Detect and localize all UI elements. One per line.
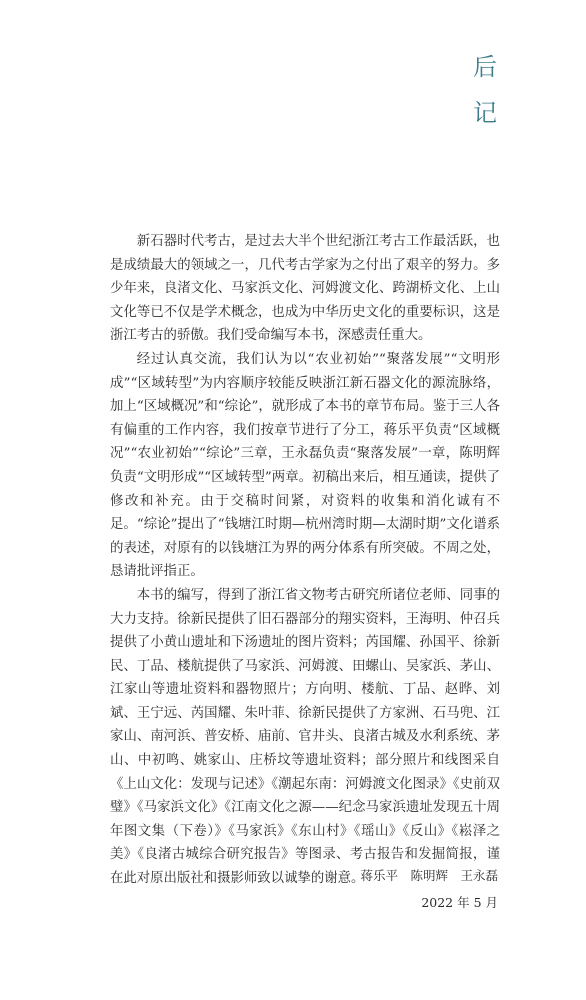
title-char-1: 后 (473, 53, 497, 81)
page-title (472, 44, 498, 136)
paragraph: 经过认真交流，我们认为以“农业初始”“聚落发展”“文明形成”“区域转型”为内容顺序较能反映浙江新石器文化的源流脉络，加上“区域概况”和“综论”，就形成了本书的章节布局。鉴于三人各有偏重的工作内容，我们按章节进行了分工，蒋乐平负责“区域概况”“农业初始”“综论”三章，王永磊负责“聚落发展”一章，陈明辉负责“文明形成”“区域转型”两章。初稿出来后，相互通读，提供了修改和补充。由于交稿时间紧，对资料的收集和消化诚有不足。“综论”提出了“钱塘江时期—杭州湾时期—太湖时期”文化谱系的表述，对原有的以钱塘江为界的两分体系有所突破。不周之处，恳请批评指正。 (110, 351, 500, 580)
author-names: 蒋乐平 陈明辉 王永磊 (360, 868, 498, 883)
signature-date: 2022 年 5 月 (421, 895, 498, 910)
title-char-2: 记 (473, 99, 497, 127)
paragraph: 本书的编写，得到了浙江省文物考古研究所诸位老师、同事的大力支持。徐新民提供了旧石器部分的翔实资料，王海明、仲召兵提供了小黄山遗址和下汤遗址的图片资料；芮国耀、孙国平、徐新民、丁品、楼航提供了马家浜、河姆渡、田螺山、吴家浜、茅山、江家山等遗址资料和器物照片；方向明、楼航、丁品、赵晔、刘斌、王宁远、芮国耀、朱叶菲、徐新民提供了方家洲、石马兜、江家山、南河浜、普安桥、庙前、官井头、良渚古城及水利系统、茅山、中初鸣、姚家山、庄桥坟等遗址资料；部分照片和线图采自《上山文化：发现与记述》《潮起东南：河姆渡文化图录》《史前双璧》《马家浜文化》《江南文化之源——纪念马家浜遗址发现五十周年图文集（下卷）》《马家浜》《东山村》《瑶山》《反山》《崧泽之美》《良渚古城综合研究报告》等图录、考古报告和发掘简报，谨在此对原出版社和摄影师致以诚挚的谢意。 (110, 587, 500, 887)
afterword-body (110, 230, 500, 891)
paragraph: 新石器时代考古，是过去大半个世纪浙江考古工作最活跃，也是成绩最大的领域之一，几代考古学家为之付出了艰辛的努力。多少年来，良渚文化、马家浜文化、河姆渡文化、跨湖桥文化、上山文化等已不仅是学术概念，也成为中华历史文化的重要标识，这是浙江考古的骄傲。我们受命编写本书，深感责任重大。 (110, 234, 500, 344)
